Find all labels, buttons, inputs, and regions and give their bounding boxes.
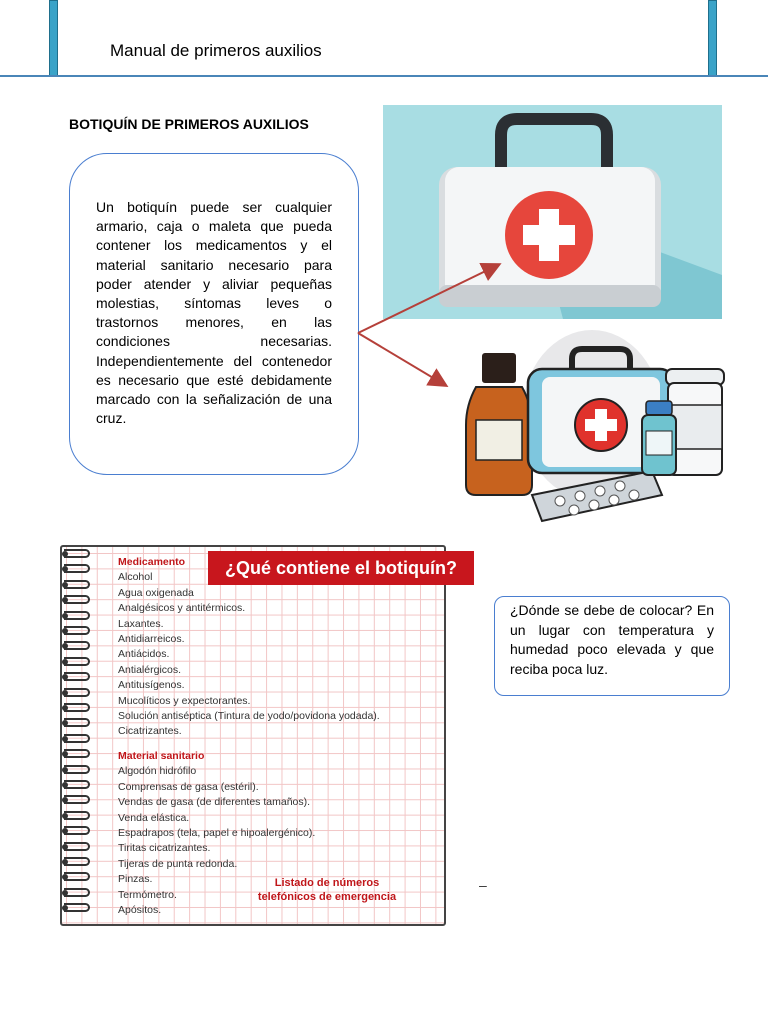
medicamento-item: Antitusígenos. bbox=[118, 679, 185, 692]
emergency-contacts-label bbox=[250, 876, 404, 904]
spiral-ring bbox=[62, 549, 92, 559]
contents-list bbox=[118, 555, 438, 918]
material-item: Espadrapos (tela, papel e hipoalergénico). bbox=[118, 826, 316, 839]
medicamento-item: Alcohol bbox=[118, 571, 153, 584]
spiral-ring bbox=[62, 734, 92, 744]
contents-banner: ¿Qué contiene el botiquín? bbox=[208, 551, 474, 585]
header-rule bbox=[0, 75, 768, 77]
spiral-ring bbox=[62, 857, 92, 867]
header-title: Manual de primeros auxilios bbox=[110, 41, 322, 60]
description-box bbox=[69, 153, 359, 475]
spiral-ring bbox=[62, 765, 92, 775]
spiral-ring bbox=[62, 564, 92, 574]
placement-box bbox=[494, 596, 730, 696]
spiral-ring bbox=[62, 626, 92, 636]
medicamento-item: Antiácidos. bbox=[118, 648, 170, 661]
spiral-ring bbox=[62, 657, 92, 667]
material-item: Pinzas. bbox=[118, 873, 153, 886]
spiral-ring bbox=[62, 595, 92, 605]
medicamento-item: Laxantes. bbox=[118, 617, 164, 630]
spiral-ring bbox=[62, 780, 92, 790]
medicamento-header: Medicamento bbox=[118, 556, 186, 568]
medicamento-item: Agua oxigenada bbox=[118, 586, 194, 599]
medicamento-item: Solución antiséptica (Tintura de yodo/povidona yodada). bbox=[118, 710, 380, 723]
spiral-ring bbox=[62, 749, 92, 759]
spiral-ring bbox=[62, 580, 92, 590]
spiral-ring bbox=[62, 888, 92, 898]
notebook-contents bbox=[60, 545, 457, 926]
material-item: Comprensas de gasa (estéril). bbox=[118, 780, 259, 793]
spiral-ring bbox=[62, 795, 92, 805]
spiral-ring bbox=[62, 611, 92, 621]
right-margin-bar bbox=[708, 0, 717, 76]
material-header: Material sanitario bbox=[118, 749, 205, 762]
medicamento-item: Cicatrizantes. bbox=[118, 725, 182, 738]
material-item: Tijeras de punta redonda. bbox=[118, 857, 238, 870]
medicamento-item: Antialérgicos. bbox=[118, 663, 182, 676]
spiral-ring bbox=[62, 641, 92, 651]
connector-arrows bbox=[350, 255, 510, 395]
material-item: Tiritas cicatrizantes. bbox=[118, 842, 211, 855]
spiral-ring bbox=[62, 688, 92, 698]
dash-mark: – bbox=[479, 877, 487, 893]
material-item: Venda elástica. bbox=[118, 811, 190, 824]
left-margin-bar bbox=[49, 0, 58, 76]
description-text: Un botiquín puede ser cualquier armario, caja o maleta que pueda contener los medicamentos y el material sanitario necesario para poder atender y aliviar pequeñas molestias, síntomas leves o trastornos menores, en las condiciones necesarias. Independientemente del contenedor es necesario que esté debidamente marcado con la señalización de una cruz. bbox=[96, 199, 332, 427]
material-item: Apósitos. bbox=[118, 903, 162, 916]
spiral-binding bbox=[62, 549, 92, 921]
medicamento-item: Analgésicos y antitérmicos. bbox=[118, 602, 246, 615]
spiral-ring bbox=[62, 903, 92, 913]
material-item: Algodón hidrófilo bbox=[118, 765, 197, 778]
spiral-ring bbox=[62, 703, 92, 713]
spiral-ring bbox=[62, 672, 92, 682]
material-item: Vendas de gasa (de diferentes tamaños). bbox=[118, 796, 311, 809]
medicamento-item: Mucolíticos y expectorantes. bbox=[118, 694, 251, 707]
contact-line-1: Listado de números bbox=[274, 877, 380, 889]
spiral-ring bbox=[62, 872, 92, 882]
contact-line-2: telefónicos de emergencia bbox=[257, 891, 397, 903]
spiral-ring bbox=[62, 811, 92, 821]
medicamento-item: Antidiarreicos. bbox=[118, 633, 185, 646]
spiral-ring bbox=[62, 826, 92, 836]
material-item: Termómetro. bbox=[118, 888, 177, 901]
section-title: BOTIQUÍN DE PRIMEROS AUXILIOS bbox=[69, 116, 309, 132]
spiral-ring bbox=[62, 718, 92, 728]
spiral-ring bbox=[62, 842, 92, 852]
placement-text: ¿Dónde se debe de colocar? En un lugar con temperatura y humedad poco elevada y que reciba poca luz. bbox=[510, 602, 714, 677]
medicamento-list bbox=[118, 570, 438, 739]
